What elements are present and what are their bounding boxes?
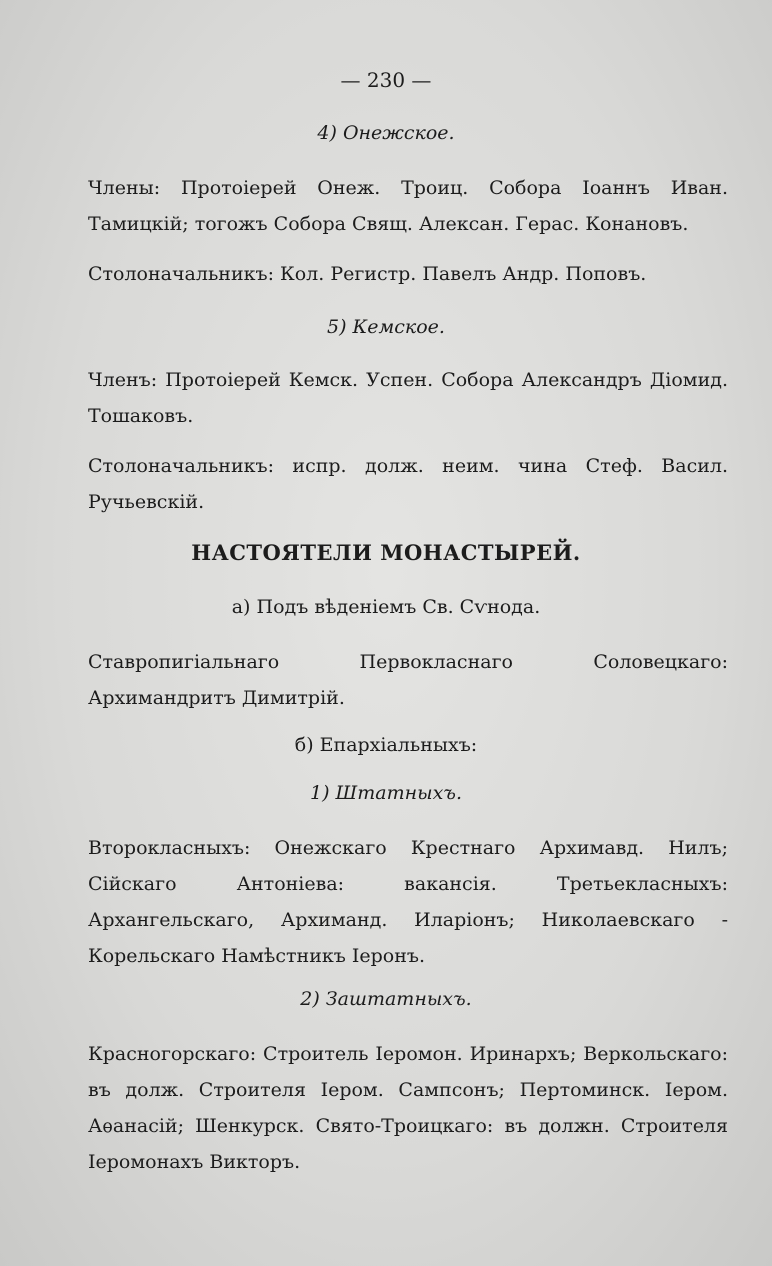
paragraph-onega-members: Члены: Протоіерей Онеж. Троиц. Собора Іоаннъ Иван. Тамицкій; тогожъ Собора Свящ. Алексан. Герас. Конановъ. bbox=[88, 177, 728, 235]
subheading-nonstaff: 2) Заштатныхъ. bbox=[300, 988, 472, 1010]
subheading-staff: 1) Штатныхъ. bbox=[310, 782, 462, 804]
main-heading: НАСТОЯТЕЛИ МОНАСТЫРЕЙ. bbox=[191, 540, 581, 565]
paragraph-onega-clerk: Столоначальникъ: Кол. Регистр. Павелъ Андр. Поповъ. bbox=[88, 263, 647, 285]
paragraph-kem-clerk: Столоначальникъ: испр. долж. неим. чина Стеф. Васил. Ручьевскій. bbox=[88, 455, 728, 513]
paragraph-nonstaff: Красногорскаго: Строитель Іеромон. Иринархъ; Веркольскаго: въ долж. Строителя Іером. Сампсонъ; Пертоминск. Іером. Аѳанасій; Шенкурск. Свято-Троицкаго: въ должн. Строителя Іеромонахъ Викторъ. bbox=[88, 1043, 728, 1173]
subheading-eparchial: б) Епархіальныхъ: bbox=[294, 734, 478, 756]
section-heading-onega: 4) Онежское. bbox=[317, 122, 455, 144]
paragraph-kem-member: Членъ: Протоіерей Кемск. Успен. Собора Александръ Діомид. Тошаковъ. bbox=[88, 369, 728, 427]
paragraph-staff: Второкласныхъ: Онежскаго Крестнаго Архимавд. Нилъ; Сійскаго Антоніева: вакансія. Третьекласныхъ: Архангельскаго, Архиманд. Иларіонъ; Николаевскаго - Корельскаго Намѣстникъ Іеронъ. bbox=[88, 837, 728, 967]
paragraph-synod: Ставропигіальнаго Первокласнаго Соловецкаго: Архимандритъ Димитрій. bbox=[88, 651, 728, 709]
subheading-synod: а) Подъ вѣденіемъ Св. Сѵнода. bbox=[231, 596, 541, 618]
page-number: — 230 — bbox=[340, 68, 432, 92]
section-heading-kem: 5) Кемское. bbox=[327, 316, 445, 338]
